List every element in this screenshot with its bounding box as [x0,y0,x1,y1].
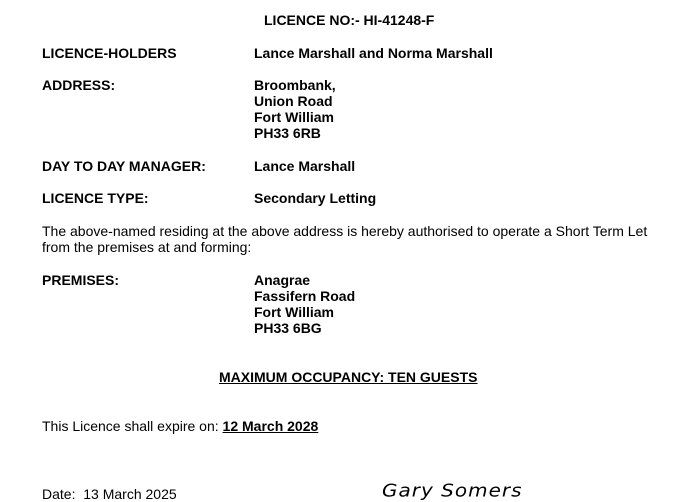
premises-label: PREMISES: [42,272,120,288]
address-line-3: Fort William [254,109,334,125]
authorisation-line-1: The above-named residing at the above address is hereby authorised to operate a Short Term Let [42,223,648,239]
address-line-4: PH33 6RB [254,125,321,141]
premises-line-3: Fort William [254,304,334,320]
licence-type-label: LICENCE TYPE: [42,190,149,206]
licence-number: LICENCE NO:- HI-41248-F [264,12,435,28]
manager-label: DAY TO DAY MANAGER: [42,158,206,174]
licence-holders-value: Lance Marshall and Norma Marshall [254,45,493,61]
expiry-line [42,418,318,434]
signature: Gary Somers [382,479,523,501]
date-label: Date: [42,486,76,502]
premises-line-1: Anagrae [254,272,311,288]
date-value: 13 March 2025 [83,486,177,502]
expiry-date: 12 March 2028 [222,418,319,434]
licence-holders-label: LICENCE-HOLDERS [42,45,177,61]
manager-value: Lance Marshall [254,158,356,174]
authorisation-line-2: from the premises at and forming: [42,239,252,255]
premises-line-2: Fassifern Road [254,288,356,304]
address-line-1: Broombank, [254,77,336,93]
max-occupancy: MAXIMUM OCCUPANCY: TEN GUESTS [219,369,478,385]
licence-type-value: Secondary Letting [254,190,377,206]
expiry-prefix: This Licence shall expire on: [42,418,219,434]
address-line-2: Union Road [254,93,333,109]
address-block [254,77,336,141]
address-label: ADDRESS: [42,77,116,93]
authorisation-paragraph [42,223,647,255]
premises-block [254,272,355,336]
premises-line-4: PH33 6BG [254,320,322,336]
